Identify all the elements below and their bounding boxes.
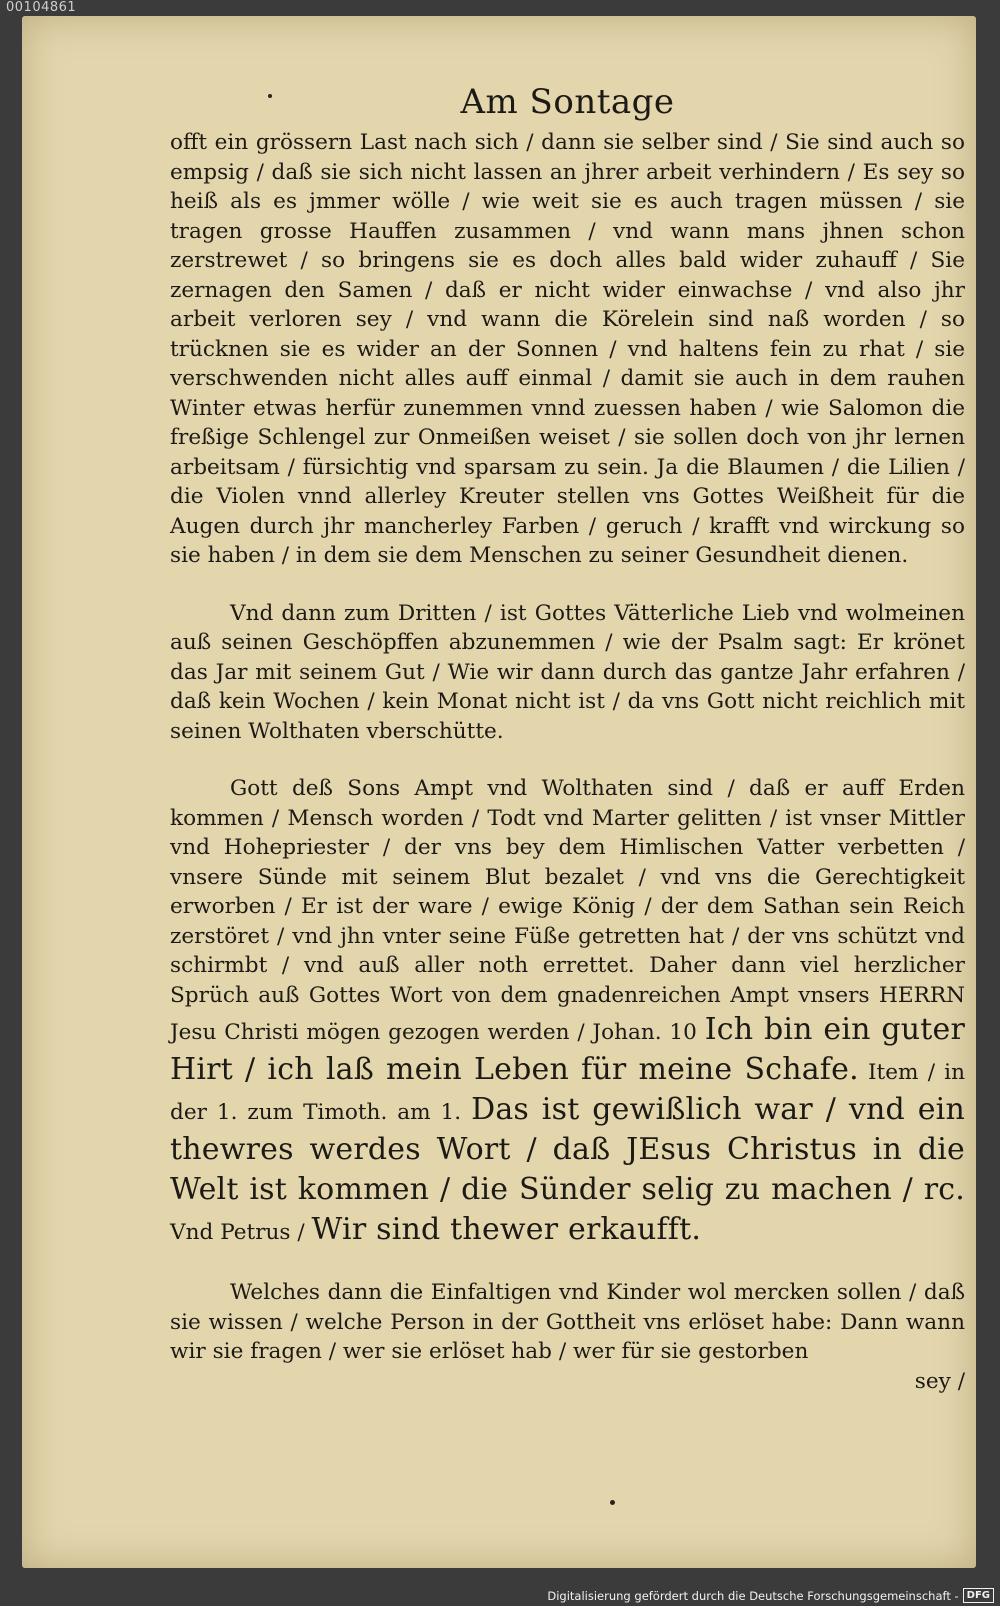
dfg-logo-icon: DFG [963,1588,994,1603]
paragraph-1: offt ein grössern Last nach sich / dann sie selber sind / Sie sind auch so empsig / daß sie sich nicht lassen an jhrer arbeit verhindern / Es sey so heiß als es jmmer wölle / wie weit sie es auch tragen müssen / sie tragen grosse Hauffen zusammen / vnd wann mans jhnen schon zerstrewet / so bringens sie es doch alles bald wider zuhauff / Sie zernagen den Samen / daß er nicht wider einwachse / vnd also jhr arbeit verloren sey / vnd wann die Körelein sind naß worden / so trücknen sie es wider an der Sonnen / vnd haltens fein zu rhat / sie verschwenden nicht alles auff einmal / damit sie auch in dem rauhen Winter etwas herfür zunemmen vnnd zuessen haben / wie Salomon die freßige Schlengel zur Onmeißen weiset / sie sollen doch von jhr lernen arbeitsam / fürsichtig vnd sparsam zu sein. Ja die Blaumen / die Lilien / die Violen vnnd allerley Kreuter stellen vns Gottes Weißheit für die Augen durch jhr mancherley Farben / geruch / krafft vnd wirckung so sie haben / in dem sie dem Menschen zu seiner Gesundheit dienen. [170,130,965,568]
scripture-quote-peter: Wir sind thewer erkaufft. [311,1212,702,1247]
ink-mark-bottom [610,1500,615,1505]
scan-id: 00104861 [6,0,77,15]
scripture-quote-john: Ich bin ein guter Hirt / ich laß mein Leben für meine Schafe. [170,1012,966,1087]
scripture-reference-peter: Vnd Petrus / [170,1220,305,1245]
catchword: sey / [914,1368,965,1394]
scripture-quote-timothy: Das ist gewißlich war / vnd ein thewres werdes Wort / daß JEsus Christus in die Welt ist kommen / die Sünder selig zu machen / rc. [170,1092,965,1207]
book-page [22,16,976,1568]
paragraph-4: Welches dann die Einfaltigen vnd Kinder wol mercken sollen / daß sie wissen / welche Person in der Gottheit vns erlöset habe: Dann wann wir sie fragen / wer sie erlöset hab / wer für sie gestorben [170,1280,965,1364]
paragraph-3-text: Gott deß Sons Ampt vnd Wolthaten sind / daß er auff Erden kommen / Mensch worden / Todt vnd Marter gelitten / ist vnser Mittler vnd Hohepriester / der vns bey dem Himlischen Vatter verbetten / vnsere Sünde mit seinem Blut bezalet / vnd vns die Gerechtigkeit erworben / Er ist der ware / ewige König / der dem Sathan sein Reich zerstöret / vnd jhn vnter seine Füße getretten hat / der vns schützt vnd schirmbt / vnd auß aller noth errettet. Daher dann viel herzlicher Sprüch auß Gottes Wort von dem gnadenreichen Ampt vnsers HERRN Jesu Christi mögen gezogen werden / Johan. 10 [170,776,965,1045]
footer-text: Digitalisierung gefördert durch die Deutsche Forschungsgemeinschaft - [547,1588,959,1603]
running-head: Am Sontage [460,82,675,122]
paragraph-3 [170,774,965,1250]
page-body [170,82,965,1394]
footer-credit [547,1588,994,1603]
paragraph-2: Vnd dann zum Dritten / ist Gottes Vätterliche Lieb vnd wolmeinen auß seinen Geschöpffen abzunemmen / wie der Psalm sagt: Er krönet das Jar mit seinem Gut / Wie wir dann durch das gantze Jahr erfahren / daß kein Wochen / kein Monat nicht ist / da vns Gott nicht reichlich mit seinen Wolthaten vberschütte. [170,600,965,744]
scripture-reference-timothy: Item / in der 1. zum Timoth. am 1. [170,1060,965,1125]
